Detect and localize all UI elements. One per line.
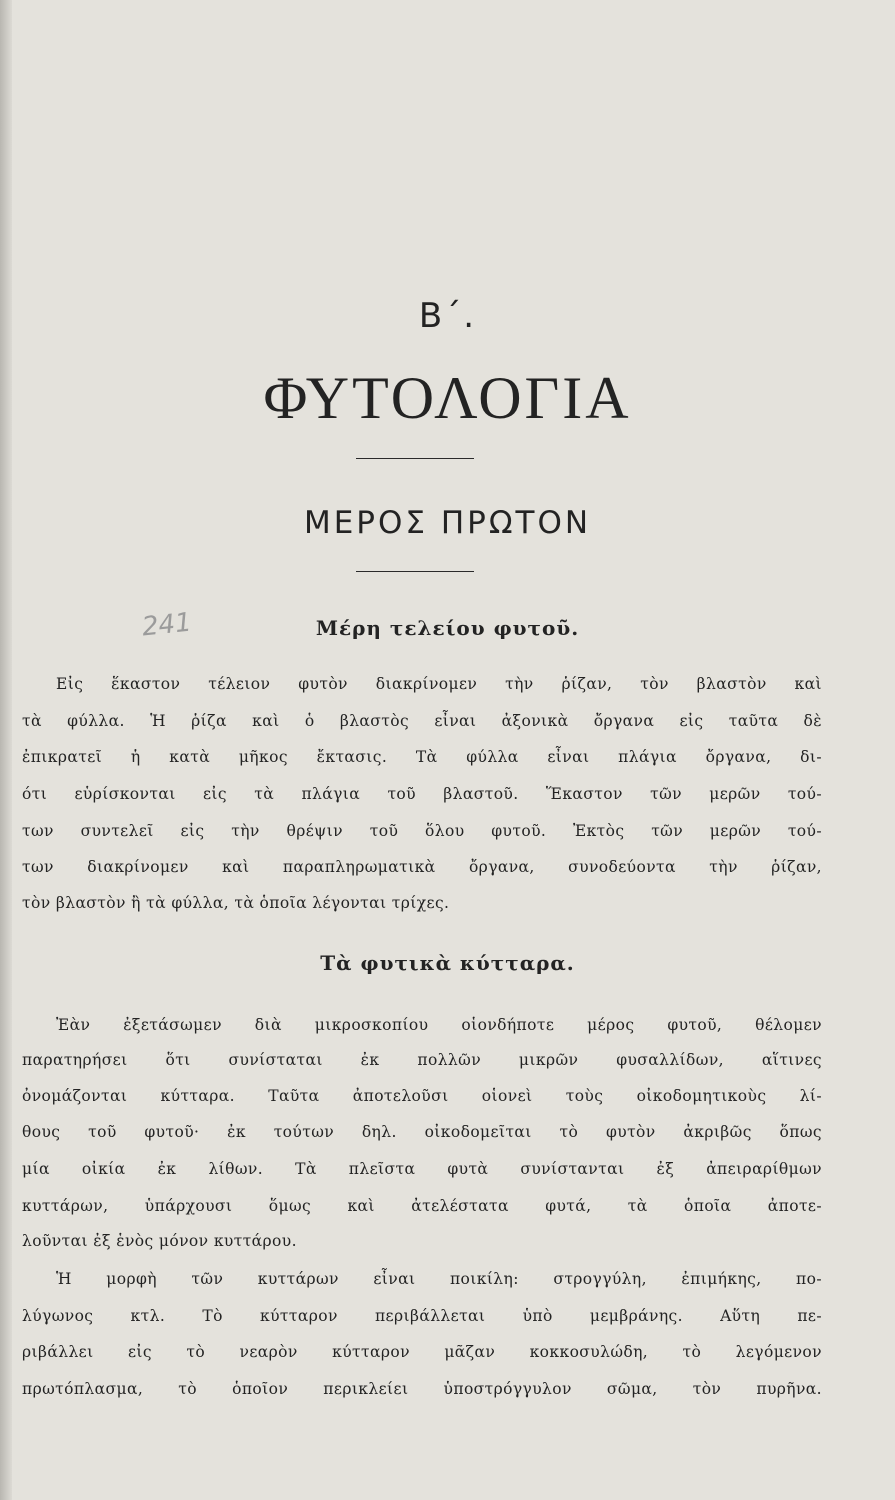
text-line: των διακρίνομεν καὶ παραπληρωματικὰ ὄργανα, συνοδεύοντα τὴν ῥίζαν,	[22, 858, 822, 876]
text-line: Ἡ μορφὴ τῶν κυττάρων εἶναι ποικίλη: στρογγύλη, ἐπιμήκης, πο-	[56, 1270, 822, 1288]
text-line: τὸν βλαστὸν ἢ τὰ φύλλα, τὰ ὁποῖα λέγονται τρίχες.	[22, 894, 450, 912]
text-line: Εἰς ἕκαστον τέλειον φυτὸν διακρίνομεν τὴν ῥίζαν, τὸν βλαστὸν καὶ	[56, 675, 822, 693]
text-line: πρωτόπλασμα, τὸ ὁποῖον περικλείει ὑποστρόγγυλον σῶμα, τὸν πυρῆνα.	[22, 1380, 822, 1398]
text-line: ότι εὑρίσκονται εἰς τὰ πλάγια τοῦ βλαστοῦ. Ἕκαστον τῶν μερῶν τού-	[22, 785, 822, 803]
text-line: των συντελεῖ εἰς τὴν θρέψιν τοῦ ὅλου φυτοῦ. Ἐκτὸς τῶν μερῶν τού-	[22, 822, 822, 840]
page-title: ΦΥΤΟΛΟΓΙΑ	[263, 365, 632, 431]
subtitle-divider	[356, 571, 474, 572]
text-line: λοῦνται ἐξ ἑνὸς μόνον κυττάρου.	[22, 1232, 297, 1250]
title-divider	[356, 458, 474, 459]
text-line: λύγωνος κτλ. Τὸ κύτταρον περιβάλλεται ὑπὸ μεμβράνης. Αὕτη πε-	[22, 1307, 822, 1325]
text-line: ριβάλλει εἰς τὸ νεαρὸν κύτταρον μᾶζαν κοκκοσυλώδη, τὸ λεγόμενον	[22, 1343, 822, 1361]
text-line: θους τοῦ φυτοῦ· ἐκ τούτων δηλ. οἰκοδομεῖται τὸ φυτὸν ἀκριβῶς ὅπως	[22, 1123, 822, 1141]
text-line: τὰ φύλλα. Ἡ ῥίζα καὶ ὁ βλαστὸς εἶναι ἀξονικὰ ὄργανα εἰς ταῦτα δὲ	[22, 712, 822, 730]
part-number: Β΄.	[418, 296, 477, 336]
text-line: Ἐὰν ἐξετάσωμεν διὰ μικροσκοπίου οἱονδήποτε μέρος φυτοῦ, θέλομεν	[56, 1016, 822, 1034]
text-line: παρατηρήσει ὅτι συνίσταται ἐκ πολλῶν μικρῶν φυσαλλίδων, αἵτινες	[22, 1051, 822, 1069]
part-subtitle: ΜΕΡΟΣ ΠΡΩΤΟΝ	[303, 505, 592, 541]
text-line: κυττάρων, ὑπάρχουσι ὅμως καὶ ἀτελέστατα φυτά, τὰ ὁποῖα ἀποτε-	[22, 1197, 822, 1215]
text-line: μία οἰκία ἐκ λίθων. Τὰ πλεῖστα φυτὰ συνίστανται ἐξ ἀπειραρίθμων	[22, 1160, 822, 1178]
text-line: ἐπικρατεῖ ἡ κατὰ μῆκος ἔκτασις. Τὰ φύλλα εἶναι πλάγια ὄργανα, δι-	[22, 748, 822, 766]
section-heading-plant-cells: Τὰ φυτικὰ κύτταρα.	[320, 951, 575, 975]
text-line: ὀνομάζονται κύτταρα. Ταῦτα ἀποτελοῦσι οἱονεὶ τοὺς οἰκοδομητικοὺς λί-	[22, 1087, 822, 1105]
section-heading-plant-parts: Μέρη τελείου φυτοῦ.	[315, 616, 580, 640]
handwritten-margin-note: 241	[140, 607, 194, 643]
page-binding-edge	[0, 0, 12, 1500]
